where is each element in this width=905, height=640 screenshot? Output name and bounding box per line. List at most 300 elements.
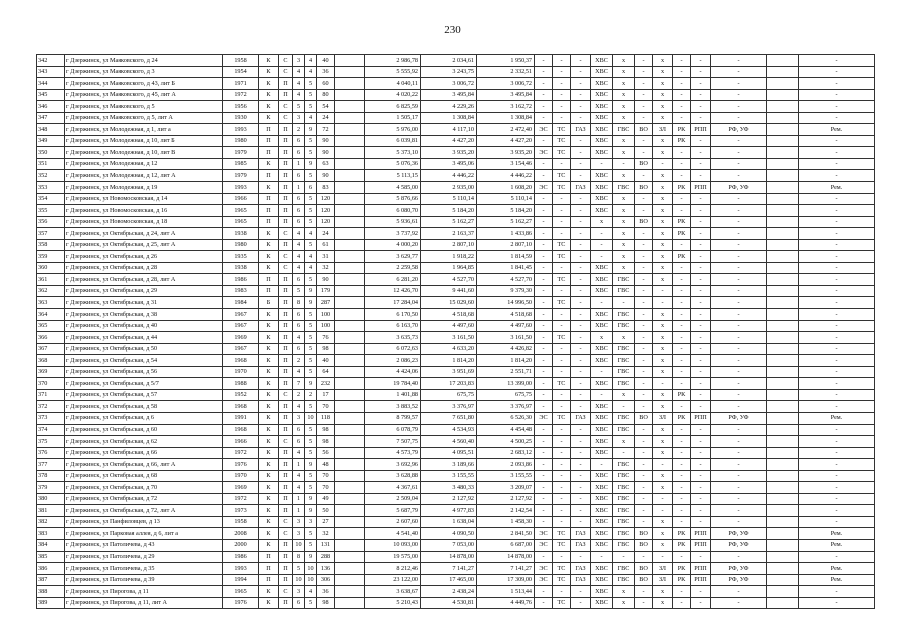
table-cell: - [799, 378, 875, 390]
table-cell: - [711, 505, 767, 517]
table-cell [767, 482, 799, 494]
table-cell: - [535, 170, 553, 182]
table-cell: г Дзержинск, ул Октябрьская, д 6 [65, 412, 223, 424]
table-cell: 3 480,33 [421, 482, 477, 494]
table-cell: ХВС [591, 436, 613, 448]
table-cell: 1 [293, 505, 305, 517]
table-cell: - [711, 482, 767, 494]
table-cell: х [613, 55, 635, 67]
table-cell: - [691, 320, 711, 332]
table-row [37, 539, 875, 551]
table-cell: 1 308,84 [477, 112, 535, 124]
table-cell: - [553, 309, 571, 321]
table-cell: х [653, 135, 673, 147]
table-cell: ГВС [613, 516, 635, 528]
table-cell: 378 [37, 470, 65, 482]
table-cell: - [571, 424, 591, 436]
table-cell: ЭС [535, 563, 553, 575]
table-cell: 2 [293, 124, 305, 136]
table-row [37, 551, 875, 563]
table-cell: - [613, 297, 635, 309]
table-cell: 17 309,00 [477, 574, 535, 586]
table-cell: х [613, 170, 635, 182]
table-cell: 36 [317, 66, 335, 78]
table-cell: - [553, 366, 571, 378]
table-cell: - [711, 262, 767, 274]
table-cell: - [691, 493, 711, 505]
table-cell: 4 095,51 [421, 447, 477, 459]
table-cell: - [711, 343, 767, 355]
table-cell: 120 [317, 193, 335, 205]
table-cell [767, 262, 799, 274]
table-cell: г Дзержинск, ул Октябрьская, д 70 [65, 482, 223, 494]
table-cell: 90 [317, 170, 335, 182]
table-cell [767, 66, 799, 78]
table-cell: 90 [317, 274, 335, 286]
table-cell: г Дзержинск, ул Октябрьская, д 57 [65, 389, 223, 401]
table-cell [767, 401, 799, 413]
table-cell: - [571, 505, 591, 517]
table-cell: 1956 [223, 101, 259, 113]
table-cell: - [571, 135, 591, 147]
table-cell: 2 332,51 [477, 66, 535, 78]
table-cell: П [259, 216, 279, 228]
table-cell: 356 [37, 216, 65, 228]
table-cell: - [553, 285, 571, 297]
table-cell: х [653, 436, 673, 448]
table-cell: 1985 [223, 158, 259, 170]
table-cell: - [673, 309, 691, 321]
table-row [37, 205, 875, 217]
table-cell: 1954 [223, 66, 259, 78]
table-cell: 6 [293, 193, 305, 205]
table-cell: - [691, 389, 711, 401]
table-cell [767, 193, 799, 205]
table-cell: - [673, 55, 691, 67]
table-cell: 6 072,63 [365, 343, 421, 355]
table-cell: - [673, 366, 691, 378]
table-cell: 6 526,30 [477, 412, 535, 424]
table-cell: - [653, 378, 673, 390]
table-cell: 2 [293, 389, 305, 401]
table-cell: 10 [305, 574, 317, 586]
table-cell: - [635, 366, 653, 378]
table-cell: - [691, 447, 711, 459]
table-cell: - [711, 470, 767, 482]
table-cell: - [635, 355, 653, 367]
table-cell: 7 141,27 [421, 563, 477, 575]
table-cell: 306 [317, 574, 335, 586]
table-cell [767, 285, 799, 297]
table-cell: С [279, 228, 293, 240]
table-cell: - [553, 482, 571, 494]
table-cell: 5 [305, 320, 317, 332]
table-cell: - [691, 470, 711, 482]
table-cell: 5 [293, 101, 305, 113]
table-cell: ВО [635, 563, 653, 575]
table-cell: П [259, 563, 279, 575]
table-cell [767, 170, 799, 182]
table-cell: РФ, УФ [711, 182, 767, 194]
table-cell: - [553, 459, 571, 471]
table-cell: х [653, 401, 673, 413]
table-cell: 1986 [223, 274, 259, 286]
table-cell: х [613, 89, 635, 101]
table-cell: х [613, 251, 635, 263]
table-cell: 80 [317, 89, 335, 101]
table-cell: РПП [691, 182, 711, 194]
table-cell: К [259, 309, 279, 321]
table-cell: 4 117,10 [421, 124, 477, 136]
table-cell: 346 [37, 101, 65, 113]
table-cell: ТС [553, 297, 571, 309]
table-cell: 2 163,37 [421, 228, 477, 240]
table-cell: - [535, 101, 553, 113]
table-cell: С [279, 251, 293, 263]
table-cell: 3 [293, 586, 305, 598]
table-cell: ГВС [613, 412, 635, 424]
table-cell: ТС [553, 332, 571, 344]
table-cell: ГВС [613, 309, 635, 321]
table-cell: - [673, 147, 691, 159]
table-cell: 1980 [223, 239, 259, 251]
table-cell: - [635, 78, 653, 90]
table-cell: 5 [305, 470, 317, 482]
table-cell: ВО [635, 574, 653, 586]
table-cell: х [613, 66, 635, 78]
table-cell: 5 936,61 [365, 216, 421, 228]
table-cell [335, 459, 365, 471]
table-cell: 6 [293, 320, 305, 332]
table-cell: 2 683,12 [477, 447, 535, 459]
table-cell: 4 090,50 [421, 528, 477, 540]
table-cell: г Дзержинск, ул Октябрьская, д 66 [65, 447, 223, 459]
table-row [37, 401, 875, 413]
table-cell [335, 89, 365, 101]
table-cell: - [571, 285, 591, 297]
table-row [37, 274, 875, 286]
table-cell: - [635, 89, 653, 101]
table-cell [767, 239, 799, 251]
table-cell: - [635, 332, 653, 344]
table-cell: 372 [37, 401, 65, 413]
table-cell: 3 [293, 55, 305, 67]
table-cell: - [691, 147, 711, 159]
table-cell: х [613, 112, 635, 124]
table-cell: П [279, 320, 293, 332]
table-cell: 1930 [223, 112, 259, 124]
table-cell: - [711, 239, 767, 251]
table-cell: - [691, 89, 711, 101]
table-cell: - [799, 262, 875, 274]
table-cell: ХВС [591, 170, 613, 182]
table-cell: х [613, 239, 635, 251]
table-cell: ХВС [591, 505, 613, 517]
table-cell: - [799, 343, 875, 355]
table-row [37, 332, 875, 344]
table-cell [767, 55, 799, 67]
table-cell: 2 807,10 [477, 239, 535, 251]
table-cell: 4 040,11 [365, 78, 421, 90]
table-cell: П [279, 574, 293, 586]
table-cell: ТС [553, 135, 571, 147]
table-cell: 5 [305, 216, 317, 228]
table-cell: П [279, 597, 293, 609]
table-cell: РК [673, 574, 691, 586]
table-cell: - [711, 89, 767, 101]
table-cell: 2 127,92 [477, 493, 535, 505]
table-cell: - [635, 101, 653, 113]
table-cell: 7 [293, 378, 305, 390]
table-cell: х [653, 366, 673, 378]
table-cell: Рем. [799, 574, 875, 586]
table-cell: РК [673, 563, 691, 575]
table-cell [335, 355, 365, 367]
table-cell: 8 799,57 [365, 412, 421, 424]
table-cell [767, 297, 799, 309]
table-cell: - [673, 459, 691, 471]
table-cell: - [653, 285, 673, 297]
table-cell: - [553, 193, 571, 205]
table-cell: - [535, 586, 553, 598]
table-cell [335, 251, 365, 263]
table-cell: 4 573,79 [365, 447, 421, 459]
table-cell: 6 [293, 343, 305, 355]
table-cell: г Дзержинск, ул Октябрьская, д 24, лит А [65, 228, 223, 240]
table-cell: 100 [317, 320, 335, 332]
table-cell: 4 454,48 [477, 424, 535, 436]
table-cell: К [259, 505, 279, 517]
table-cell: - [535, 239, 553, 251]
table-cell: ЭС [535, 412, 553, 424]
table-cell [335, 66, 365, 78]
table-cell: - [535, 274, 553, 286]
table-cell: 5 [305, 205, 317, 217]
table-cell [767, 147, 799, 159]
table-cell: г Дзержинск, ул Октябрьская, д 40 [65, 320, 223, 332]
table-cell: - [711, 170, 767, 182]
table-cell: 6 170,50 [365, 309, 421, 321]
table-cell: 4 446,22 [421, 170, 477, 182]
table-cell: - [799, 274, 875, 286]
table-cell: ХВС [591, 147, 613, 159]
table-cell: - [653, 158, 673, 170]
table-row [37, 482, 875, 494]
table-cell: 377 [37, 459, 65, 471]
table-cell: 1 [293, 459, 305, 471]
table-cell: - [673, 378, 691, 390]
table-cell: 6 [293, 309, 305, 321]
table-cell: г Дзержинск, ул Молодежная, д 10, лит Б [65, 135, 223, 147]
table-cell: - [799, 78, 875, 90]
table-cell: - [673, 158, 691, 170]
table-cell [335, 297, 365, 309]
table-cell: г Дзержинск, ул Октябрьская, д 62 [65, 436, 223, 448]
table-cell [335, 574, 365, 586]
table-cell: - [799, 285, 875, 297]
table-cell: - [691, 366, 711, 378]
table-cell: К [259, 355, 279, 367]
table-cell: - [691, 66, 711, 78]
table-cell: ГВС [613, 563, 635, 575]
table-cell: 3 155,55 [477, 470, 535, 482]
table-cell: - [799, 516, 875, 528]
table-cell: - [799, 147, 875, 159]
table-cell: - [535, 470, 553, 482]
table-cell: К [259, 228, 279, 240]
table-cell: П [279, 401, 293, 413]
table-cell: 4 449,76 [477, 597, 535, 609]
table-cell: - [571, 55, 591, 67]
table-cell [767, 320, 799, 332]
table-row [37, 355, 875, 367]
table-cell: 48 [317, 459, 335, 471]
table-cell: ХВС [591, 378, 613, 390]
table-cell: ГВС [613, 366, 635, 378]
table-cell: 2 127,92 [421, 493, 477, 505]
table-cell: 7 507,75 [365, 436, 421, 448]
table-cell: ТС [553, 182, 571, 194]
table-cell: ХВС [591, 539, 613, 551]
table-cell: 10 [293, 539, 305, 551]
table-cell: ВО [635, 124, 653, 136]
table-cell: - [711, 228, 767, 240]
table-cell: 4 560,40 [421, 436, 477, 448]
table-cell: х [653, 482, 673, 494]
table-cell: - [571, 101, 591, 113]
table-cell: - [635, 239, 653, 251]
table-cell: 4 530,81 [421, 597, 477, 609]
table-cell [767, 135, 799, 147]
table-cell: - [571, 228, 591, 240]
table-cell: ХВС [591, 55, 613, 67]
table-cell: ТС [553, 574, 571, 586]
table-cell: 49 [317, 493, 335, 505]
table-row [37, 389, 875, 401]
table-cell: 1994 [223, 574, 259, 586]
table-cell: 675,75 [477, 389, 535, 401]
table-cell: 2 551,71 [477, 366, 535, 378]
table-cell: 6 281,20 [365, 274, 421, 286]
table-cell: г Дзержинск, ул Панфиловцев, д 13 [65, 516, 223, 528]
table-cell: - [691, 505, 711, 517]
table-cell: 14 878,00 [421, 551, 477, 563]
table-cell: ГАЗ [571, 182, 591, 194]
table-cell: К [259, 262, 279, 274]
table-cell: 232 [317, 378, 335, 390]
table-cell: 4 [293, 401, 305, 413]
table-cell: г Дзержинск, ул Маяковского, д 45, лит А [65, 89, 223, 101]
table-row [37, 89, 875, 101]
table-cell: - [535, 459, 553, 471]
table-cell: - [711, 78, 767, 90]
table-cell: 389 [37, 597, 65, 609]
table-cell [335, 516, 365, 528]
table-cell: ГАЗ [571, 528, 591, 540]
table-cell: 36 [317, 586, 335, 598]
table-cell [335, 124, 365, 136]
table-cell: г Дзержинск, ул Маяковского, д 3 [65, 66, 223, 78]
table-cell: 1 [293, 182, 305, 194]
table-cell: - [799, 193, 875, 205]
table-row [37, 262, 875, 274]
table-cell: - [673, 170, 691, 182]
table-cell: - [711, 216, 767, 228]
table-cell: - [553, 78, 571, 90]
table-cell: РФ, УФ [711, 563, 767, 575]
table-cell: 9 [305, 124, 317, 136]
table-cell: К [259, 597, 279, 609]
table-cell: 2 986,78 [365, 55, 421, 67]
table-cell: 7 651,80 [421, 412, 477, 424]
table-cell: х [653, 262, 673, 274]
table-cell: 6 163,70 [365, 320, 421, 332]
table-cell: - [691, 251, 711, 263]
table-cell: - [799, 355, 875, 367]
table-cell: 2 [305, 389, 317, 401]
table-cell: - [535, 205, 553, 217]
table-cell: - [711, 355, 767, 367]
table-cell: К [259, 424, 279, 436]
table-cell: 3 [305, 516, 317, 528]
table-cell: ТС [553, 412, 571, 424]
table-cell: г Дзержинск, ул Молодежная, д 1, лит а [65, 124, 223, 136]
table-cell: П [279, 274, 293, 286]
table-cell: К [259, 539, 279, 551]
table-cell: - [673, 193, 691, 205]
table-cell: ГВС [613, 274, 635, 286]
table-cell: - [691, 424, 711, 436]
table-cell: - [799, 112, 875, 124]
table-cell: 5 [305, 101, 317, 113]
table-cell: х [613, 597, 635, 609]
table-cell: - [799, 55, 875, 67]
table-cell [335, 274, 365, 286]
table-cell: х [653, 528, 673, 540]
table-cell: - [799, 389, 875, 401]
table-cell: 6 687,00 [477, 539, 535, 551]
table-cell: 5 976,00 [365, 124, 421, 136]
table-cell: 4 [293, 228, 305, 240]
table-cell: 5 110,14 [477, 193, 535, 205]
table-cell: 100 [317, 309, 335, 321]
table-cell: ХВС [591, 135, 613, 147]
table-cell: - [673, 332, 691, 344]
table-cell: ХВС [591, 401, 613, 413]
table-cell: 3 883,52 [365, 401, 421, 413]
table-cell: П [279, 182, 293, 194]
table-cell: - [635, 447, 653, 459]
table-cell: П [279, 539, 293, 551]
table-cell: ХВС [591, 320, 613, 332]
table-row [37, 239, 875, 251]
table-cell: П [259, 124, 279, 136]
table-cell: 2 841,50 [477, 528, 535, 540]
table-cell: 362 [37, 285, 65, 297]
table-cell: 3 [293, 528, 305, 540]
table-cell: ГВС [613, 539, 635, 551]
table-cell: - [673, 89, 691, 101]
table-cell: - [711, 401, 767, 413]
table-cell: - [535, 66, 553, 78]
table-cell: ГВС [613, 482, 635, 494]
table-cell: 5 [305, 89, 317, 101]
table-cell: РК [673, 528, 691, 540]
table-cell: К [259, 516, 279, 528]
table-cell: П [279, 193, 293, 205]
table-cell: 72 [317, 124, 335, 136]
table-cell: х [653, 228, 673, 240]
